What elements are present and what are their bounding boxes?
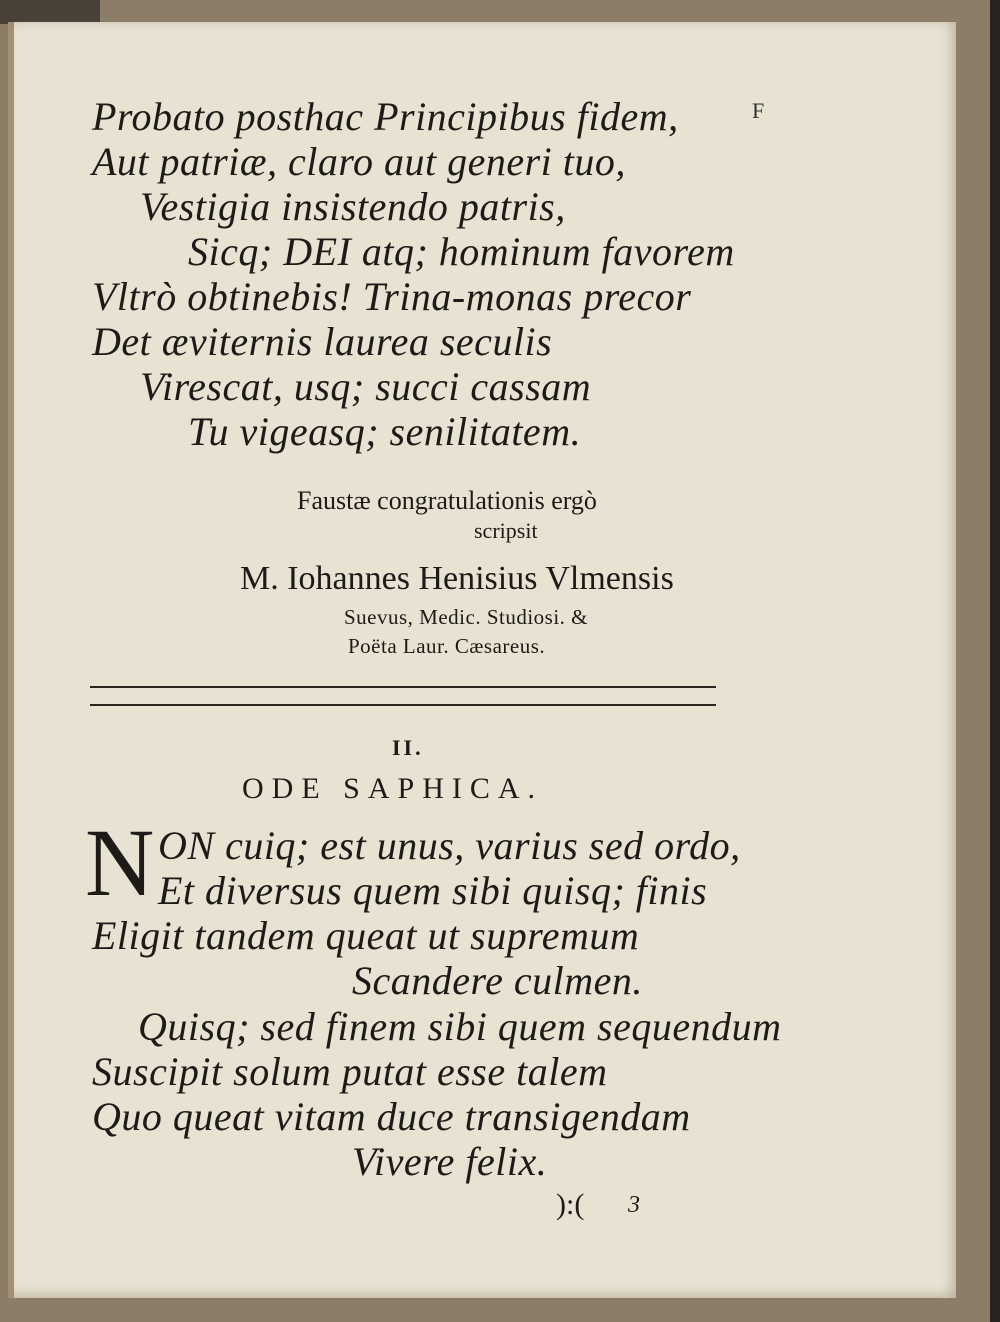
ode-title: ODE SAPHICA. bbox=[242, 772, 544, 805]
signature-line-2: scripsit bbox=[474, 518, 538, 543]
poem-line-4: Sicq; DEI atq; hominum favorem bbox=[188, 229, 735, 274]
poem-line-7: Virescat, usq; succi cassam bbox=[140, 364, 592, 409]
ode-line-6: Suscipit solum putat esse talem bbox=[92, 1049, 608, 1094]
ode-line-8: Vivere felix. bbox=[352, 1139, 548, 1184]
poem-line-1: Probato posthac Principibus fidem, bbox=[92, 94, 679, 139]
ode-line-2: Et diversus quem sibi quisq; finis bbox=[158, 868, 708, 913]
signature-line-1: Faustæ congratulationis ergò bbox=[297, 486, 597, 515]
ode-line-7: Quo queat vitam duce transigendam bbox=[92, 1094, 691, 1139]
poem-line-8: Tu vigeasq; senilitatem. bbox=[188, 409, 582, 454]
poem-line-3: Vestigia insistendo patris, bbox=[140, 184, 566, 229]
ode-line-5: Quisq; sed finem sibi quem sequendum bbox=[138, 1004, 782, 1049]
page-gutter bbox=[8, 22, 14, 1298]
scan-edge bbox=[0, 0, 100, 24]
ode-line-4: Scandere culmen. bbox=[352, 958, 643, 1003]
signature-mark: ):( bbox=[556, 1188, 585, 1221]
signature-line-5: Poëta Laur. Cæsareus. bbox=[348, 634, 546, 658]
signature-line-4: Suevus, Medic. Studiosi. & bbox=[344, 605, 589, 629]
poem-line-2: Aut patriæ, claro aut generi tuo, bbox=[92, 139, 626, 184]
divider-rule-bottom bbox=[90, 704, 716, 706]
author-name: M. Iohannes Henisius Vlmensis bbox=[240, 560, 674, 597]
poem-line-5: Vltrò obtinebis! Trina-monas precor bbox=[92, 274, 692, 319]
ode-line-1: ON cuiq; est unus, varius sed ordo, bbox=[158, 823, 741, 868]
drop-cap-letter: N bbox=[85, 809, 155, 916]
ode-line-3: Eligit tandem queat ut supremum bbox=[92, 913, 640, 958]
poem-line-6: Det æviternis laurea seculis bbox=[92, 319, 553, 364]
section-number: II. bbox=[392, 735, 424, 760]
margin-mark: F bbox=[752, 98, 765, 123]
divider-rule-top bbox=[90, 686, 716, 688]
page-number: 3 bbox=[628, 1192, 640, 1218]
